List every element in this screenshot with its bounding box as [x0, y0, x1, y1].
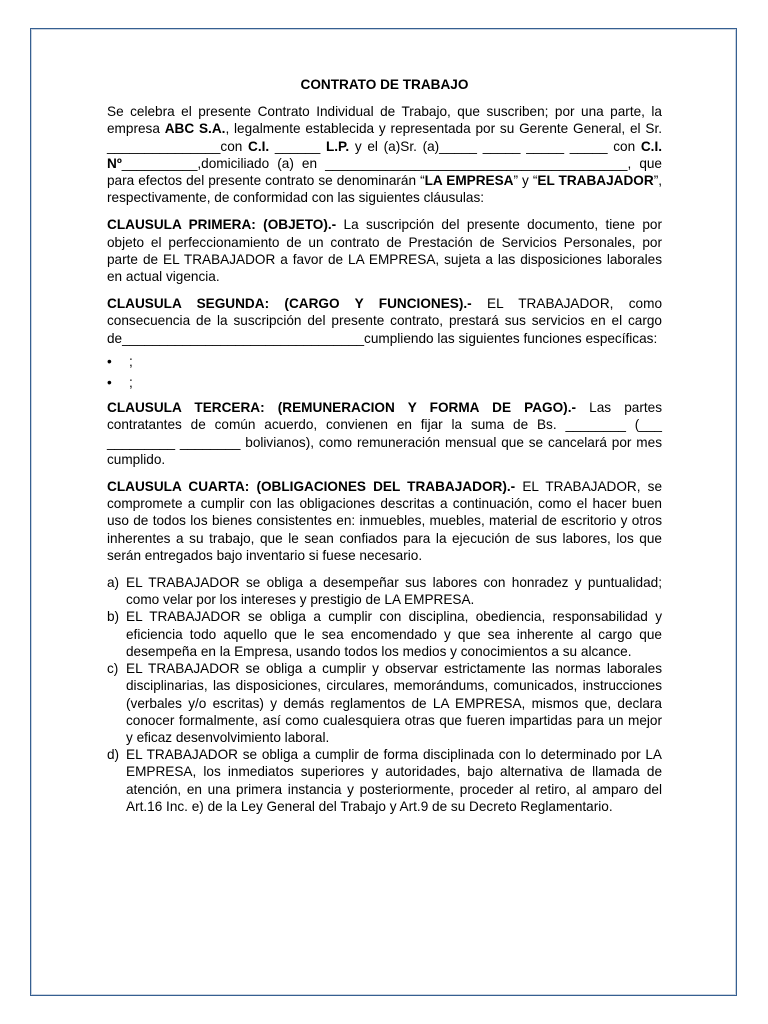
intro-ci-no-label: C.I. Nº — [107, 138, 662, 171]
obligation-item — [107, 746, 662, 815]
intro-la-empresa: LA EMPRESA — [424, 173, 514, 189]
obligation-text: EL TRABAJADOR se obliga a cumplir de forma disciplinada con lo determinado por LA EMPRESA, los inmediatos superiores y autoridades, bajo alternativa de llamada de atención, en una primera instancia y posteriormente, proceder al retiro, al amparo del Art.16 Inc. e) de la Ley General del Trabajo y Art.9 de su Decreto Reglamentario. — [126, 747, 662, 814]
obligation-label: c) — [107, 661, 119, 677]
obligation-text: EL TRABAJADOR se obliga a desempeñar sus labores con honradez y puntualidad; como velar por los intereses y prestigio de LA EMPRESA. — [126, 575, 662, 608]
clause-4-heading: CLAUSULA CUARTA: (OBLIGACIONES DEL TRABAJADOR).- — [107, 479, 516, 495]
clause-3-heading: CLAUSULA TERCERA: (REMUNERACION Y FORMA DE PAGO).- — [107, 400, 577, 416]
clause-2 — [107, 295, 662, 347]
document-title: CONTRATO DE TRABAJO — [300, 77, 469, 92]
obligation-label: b) — [107, 609, 120, 625]
function-item: • ; — [107, 353, 662, 370]
intro-company-name: ABC S.A. — [164, 121, 226, 137]
clause-3-text: Las partes contratantes de común acuerdo, convienen en fijar la suma de Bs. ________ (___ _________ ________ bolivianos), como remuneración mensual que se cancelará por mes cumplido. — [107, 400, 662, 467]
clause-1-heading: CLAUSULA PRIMERA: (OBJETO).- — [107, 217, 337, 233]
intro-text-6: ” y “ — [513, 173, 538, 189]
intro-text-7: ”, respectivamente, de conformidad con las siguientes cláusulas: — [107, 173, 663, 206]
obligation-item — [107, 660, 662, 746]
clause-4 — [107, 478, 662, 564]
obligation-label: d) — [107, 747, 120, 763]
clause-3 — [107, 399, 662, 468]
intro-text-4: y el (a)Sr. (a)_____ _____ _____ _____ con — [349, 138, 641, 154]
function-item: • ; — [107, 374, 662, 391]
obligation-item — [107, 574, 662, 608]
obligation-label: a) — [107, 575, 120, 591]
intro-lp-label: L.P. — [325, 138, 350, 154]
intro-text-2: , legalmente establecida y representada por su Gerente General, el Sr. _______________con — [107, 121, 663, 154]
obligation-item — [107, 608, 662, 660]
intro-text-1: Se celebra el presente Contrato Individual de Trabajo, que suscriben; por una parte, la empresa — [107, 104, 662, 137]
intro-text-5: __________,domiciliado (a) en ________________________________________, que para efectos del presente contrato se denominarán “ — [107, 155, 662, 189]
document-body — [107, 76, 662, 815]
obligation-text: EL TRABAJADOR se obliga a cumplir y observar estrictamente las normas laborales disciplinarias, las disposiciones, circulares, memorándums, comunicados, instrucciones (verbales y/o escritas) y demás reglamentos de LA EMPRESA, mismos que, declara conocer formalmente, así como cualesquiera otras que fueren impartidas para un mejor y eficaz desenvolvimiento laboral. — [126, 661, 662, 745]
obligations-list — [107, 574, 662, 815]
clause-2-text: EL TRABAJADOR, como consecuencia de la suscripción del presente contrato, prestará sus servicios en el cargo de________________________________cumpliendo las siguientes funciones específicas: — [107, 296, 663, 346]
obligation-text: EL TRABAJADOR se obliga a cumplir con disciplina, obediencia, responsabilidad y eficiencia todo aquello que le sea encomendado y que sea inherente al cargo que desempeña en la Empresa, usando todos los medios y conocimientos a su alcance. — [126, 609, 662, 659]
function-list — [107, 353, 662, 391]
clause-2-heading: CLAUSULA SEGUNDA: (CARGO Y FUNCIONES).- — [107, 296, 472, 312]
intro-ci-label: C.I. — [248, 138, 270, 154]
clause-1 — [107, 216, 662, 285]
clause-4-text: EL TRABAJADOR, se compromete a cumplir con las obligaciones descritas a continuación, como el hacer buen uso de todos los bienes consistentes en: inmuebles, muebles, material de escritorio y otros inherentes a su trabajo, que le sean confiados para la ejecución de sus labores, los que serán entregados bajo inventario si fuese necesario. — [107, 479, 663, 563]
clause-1-text: La suscripción del presente documento, tiene por objeto el perfeccionamiento de un contrato de Prestación de Servicios Personales, por parte de EL TRABAJADOR a favor de LA EMPRESA, sujeta a las disposiciones laborales en actual vigencia. — [107, 217, 662, 285]
intro-paragraph — [107, 103, 662, 206]
intro-text-3: ______ — [269, 138, 326, 154]
intro-el-trabajador: EL TRABAJADOR — [537, 173, 654, 189]
